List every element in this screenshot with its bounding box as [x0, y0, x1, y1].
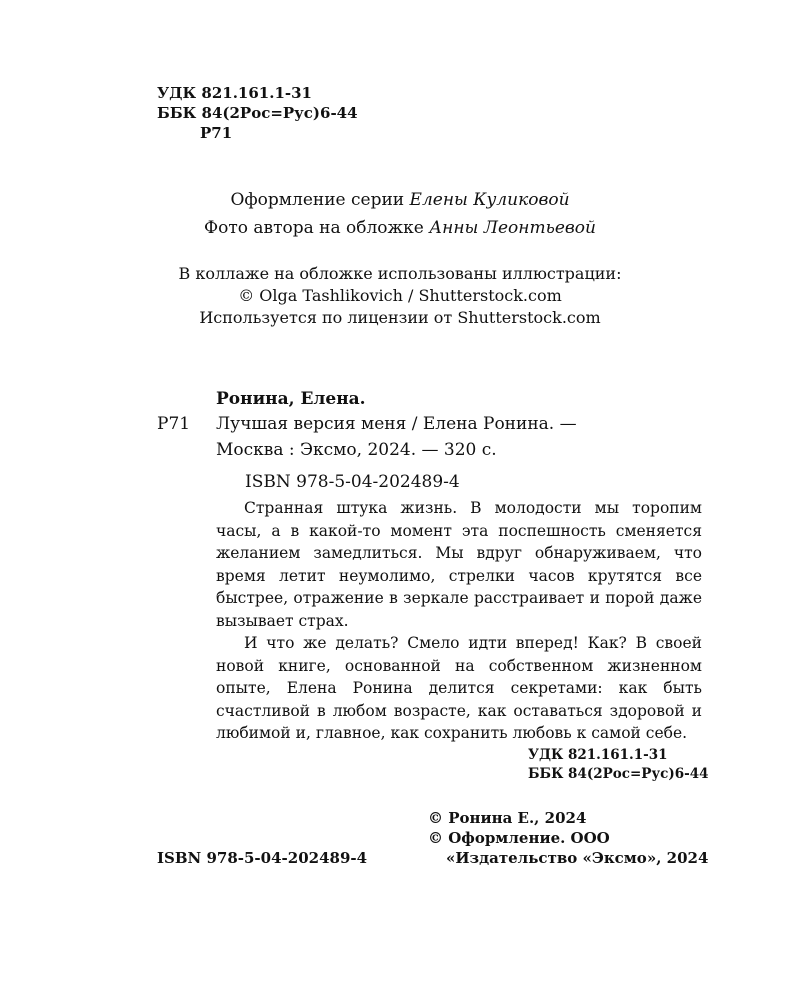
photographer-name: Анны Леонтьевой	[429, 218, 596, 238]
series-design-prefix: Оформление серии	[230, 190, 410, 210]
copyright-publisher: «Издательство «Эксмо», 2024	[446, 849, 709, 867]
series-designer-name: Елены Куликовой	[409, 190, 570, 210]
catalog-mark: Р71	[157, 414, 191, 434]
catalog-title-line-1: Лучшая версия меня / Елена Ронина. —	[216, 414, 577, 434]
illustrations-line-2: © Olga Tashlikovich / Shutterstock.com	[238, 286, 562, 305]
author-mark: Р71	[200, 124, 233, 142]
copyright-author: © Ронина Е., 2024	[428, 809, 587, 827]
annotation	[216, 497, 702, 745]
footer-isbn: ISBN 978-5-04-202489-4	[157, 849, 368, 867]
udk-code: УДК 821.161.1-31	[157, 84, 312, 102]
illustrations-line-1: В коллаже на обложке использованы иллюстрации:	[178, 264, 622, 283]
author-photo-credit	[0, 218, 800, 238]
annotation-paragraph-2: И что же делать? Смело идти вперед! Как? В своей новой книге, основанной на собственном жизненном опыте, Елена Ронина делится секретами: как быть счастливой в любом возрасте, как оставаться здоровой и любимой и, главное, как сохранить любовь к самой себе.	[216, 634, 702, 742]
catalog-title-line-2: Москва : Эксмо, 2024. — 320 с.	[216, 440, 497, 460]
illustrations-line-3: Используется по лицензии от Shutterstock.com	[199, 308, 601, 327]
author-photo-prefix: Фото автора на обложке	[204, 218, 430, 238]
bbk-code: ББК 84(2Рос=Рус)6-44	[157, 104, 358, 122]
annotation-paragraph-1: Странная штука жизнь. В молодости мы торопим часы, а в какой-то момент эта поспешность сменяется желанием замедлиться. Мы вдруг обнаруживаем, что время летит неумолимо, стрелки часов крутятся все быстрее, отражение в зеркале расстраивает и порой даже вызывает страх.	[216, 499, 702, 630]
catalog-isbn: ISBN 978-5-04-202489-4	[245, 472, 460, 492]
catalog-author: Ронина, Елена.	[216, 389, 366, 409]
footer-udk-code: УДК 821.161.1-31	[528, 747, 668, 763]
series-design-credit	[0, 190, 800, 210]
copyright-design: © Оформление. ООО	[428, 829, 610, 847]
footer-bbk-code: ББК 84(2Рос=Рус)6-44	[528, 766, 709, 782]
